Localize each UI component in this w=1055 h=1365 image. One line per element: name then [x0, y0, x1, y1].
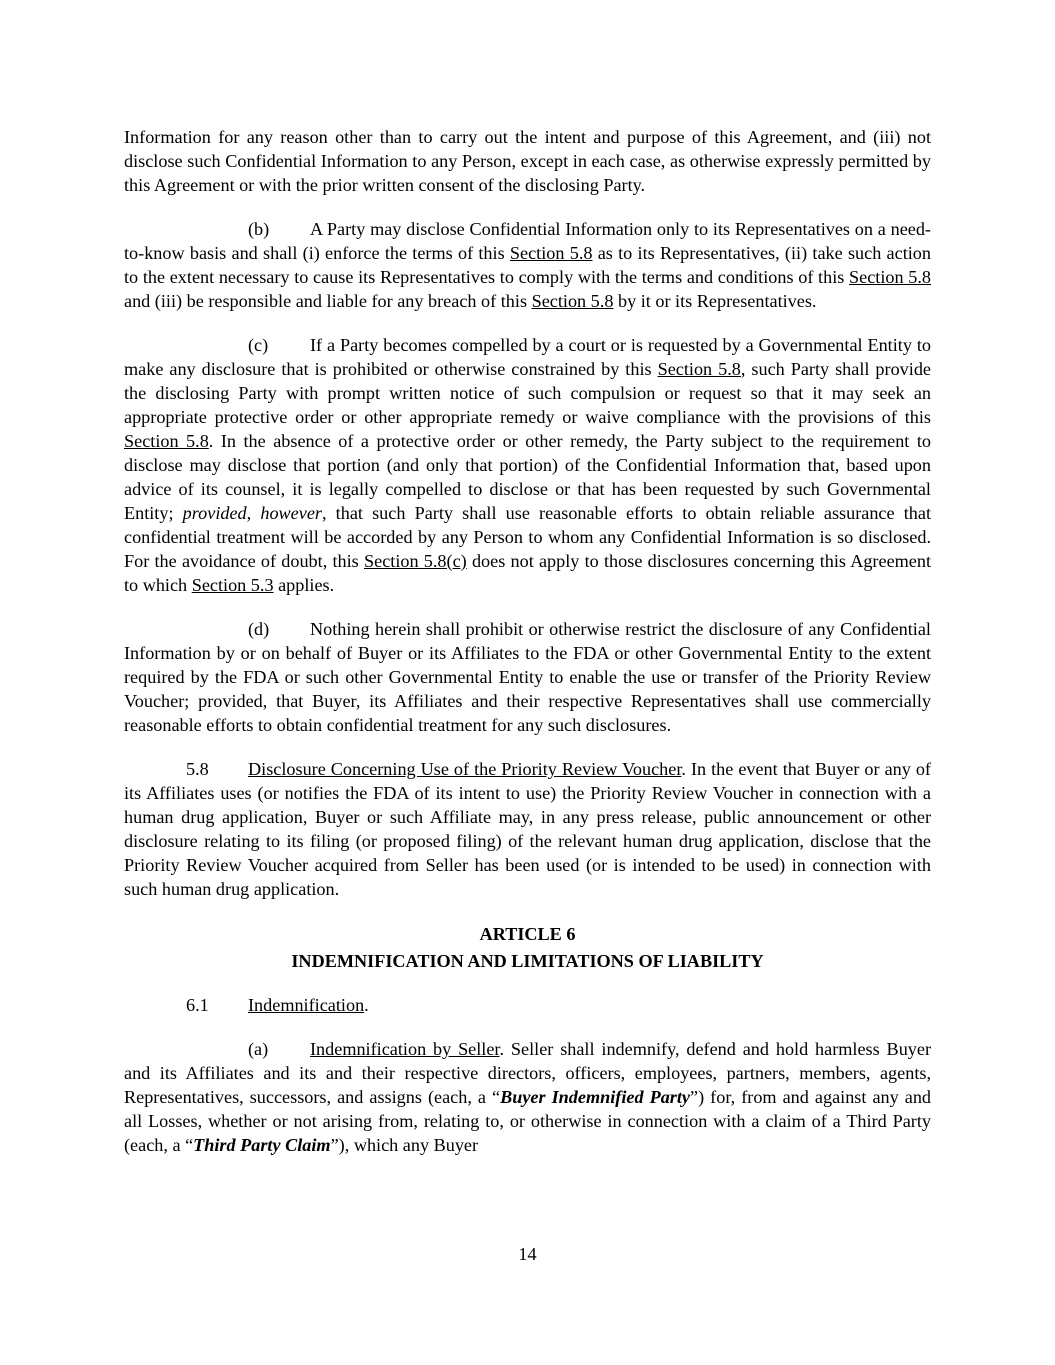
paragraph-intro [124, 125, 931, 197]
defined-term: Buyer Indemnified Party [500, 1087, 690, 1107]
section-reference: Section 5.8 [849, 267, 931, 287]
paragraph-text: Nothing herein shall prohibit or otherwise restrict the disclosure of any Confidential Information by or on behalf of Buyer or its Affiliates to the FDA or other Governmental Entity to the extent required by the FDA or such other Governmental Entity to enable the use or transfer of the Priority Review Voucher; provided, that Buyer, its Affiliates and their respective Representatives shall use commercially reasonable efforts to obtain confidential treatment for any such disclosures. [124, 619, 931, 735]
section-number: 5.8 [186, 759, 209, 779]
heading-suffix: . [364, 995, 369, 1015]
paragraph-6-1-a [124, 1037, 931, 1157]
paragraph-text: . In the event that Buyer or any of its Affiliates uses (or notifies the FDA of its intent to use) the Priority Review Voucher in connection with a human drug application, Buyer or such Affiliate may, in any press release, public announcement or other disclosure relating to its filing (or proposed filing) of the relevant human drug application, disclose that the Priority Review Voucher acquired from Seller has been used (or is intended to be used) in connection with such human drug application. [124, 759, 931, 899]
paragraph-text: ”) for, from and against any and all Losses, whether or not arising from, relating to, or otherwise in connection with a claim of a Third Party (each, a “ [124, 1087, 932, 1155]
paragraph-text: , that such Party shall use reasonable efforts to obtain reliable assurance that confidential treatment will be accorded by any Person to whom any Confidential Information is so disclosed. For the avoidance of doubt, this [124, 503, 931, 571]
paragraph-text: Information for any reason other than to carry out the intent and purpose of this Agreement, and (iii) not disclose such Confidential Information to any Person, except in each case, as otherwise expressly permitted by this Agreement or with the prior written consent of the disclosing Party. [124, 127, 931, 195]
clause-heading: Indemnification by Seller [310, 1039, 500, 1059]
paragraph-5-8-c [124, 333, 931, 597]
section-6-1-heading [124, 993, 931, 1017]
paragraph-5-8-d [124, 617, 931, 737]
section-number: 6.1 [186, 995, 209, 1015]
section-reference: Section 5.3 [191, 575, 274, 595]
clause-label: (d) [248, 619, 270, 639]
paragraph-text: . Seller shall indemnify, defend and hold harmless Buyer and its Affiliates and its and their respective directors, officers, employees, partners, members, agents, Representatives, successors, and assigns (each, a “ [124, 1039, 932, 1107]
section-reference: Section 5.8 [531, 291, 614, 311]
paragraph-text: . In the absence of a protective order or other remedy, the Party subject to the requirement to disclose may disclose that portion (and only that portion) of the Confidential Information that, based upon advice of its counsel, it is legally compelled to disclose or that has been requested by such Governmental Entity; [124, 431, 931, 523]
section-reference: Section 5.8 [509, 243, 593, 263]
section-reference: Section 5.8 [124, 431, 209, 451]
article-label: ARTICLE 6 [479, 924, 576, 944]
clause-label: (a) [248, 1039, 269, 1059]
defined-term: Third Party Claim [193, 1135, 331, 1155]
page-number: 14 [518, 1244, 537, 1264]
clause-label: (c) [248, 335, 269, 355]
paragraph-text: , such Party shall provide the disclosing Party with prompt written notice of such compulsion or request so that it may seek an appropriate protective order or other appropriate remedy or waive compliance with the provisions of this [124, 359, 931, 427]
section-5-8-disclosure [124, 757, 931, 901]
section-reference: Section 5.8(c) [364, 551, 467, 571]
clause-label: (b) [248, 219, 270, 239]
paragraph-text: does not apply to those disclosures concerning this Agreement to which [124, 551, 932, 595]
article-heading [124, 921, 931, 975]
paragraph-text: by it or its Representatives. [613, 291, 817, 311]
paragraph-text: A Party may disclose Confidential Information only to its Representatives on a need-to-know basis and shall (i) enforce the terms of this [124, 219, 931, 263]
article-title: INDEMNIFICATION AND LIMITATIONS OF LIABILITY [291, 951, 764, 971]
paragraph-text: as to its Representatives, (ii) take such action to the extent necessary to cause its Representatives to comply with the terms and conditions of this [124, 243, 931, 287]
paragraph-5-8-b [124, 217, 931, 313]
section-heading: Indemnification [248, 995, 365, 1015]
section-reference: Section 5.8 [657, 359, 741, 379]
section-heading: Disclosure Concerning Use of the Priority Review Voucher [248, 759, 682, 779]
italic-proviso: provided, however [182, 503, 322, 523]
paragraph-text: and (iii) be responsible and liable for any breach of this [124, 291, 532, 311]
paragraph-text: If a Party becomes compelled by a court or is requested by a Governmental Entity to make any disclosure that is prohibited or otherwise constrained by this [124, 335, 931, 379]
paragraph-text: applies. [273, 575, 335, 595]
document-page [124, 125, 931, 1177]
paragraph-text: ”), which any Buyer [330, 1135, 479, 1155]
